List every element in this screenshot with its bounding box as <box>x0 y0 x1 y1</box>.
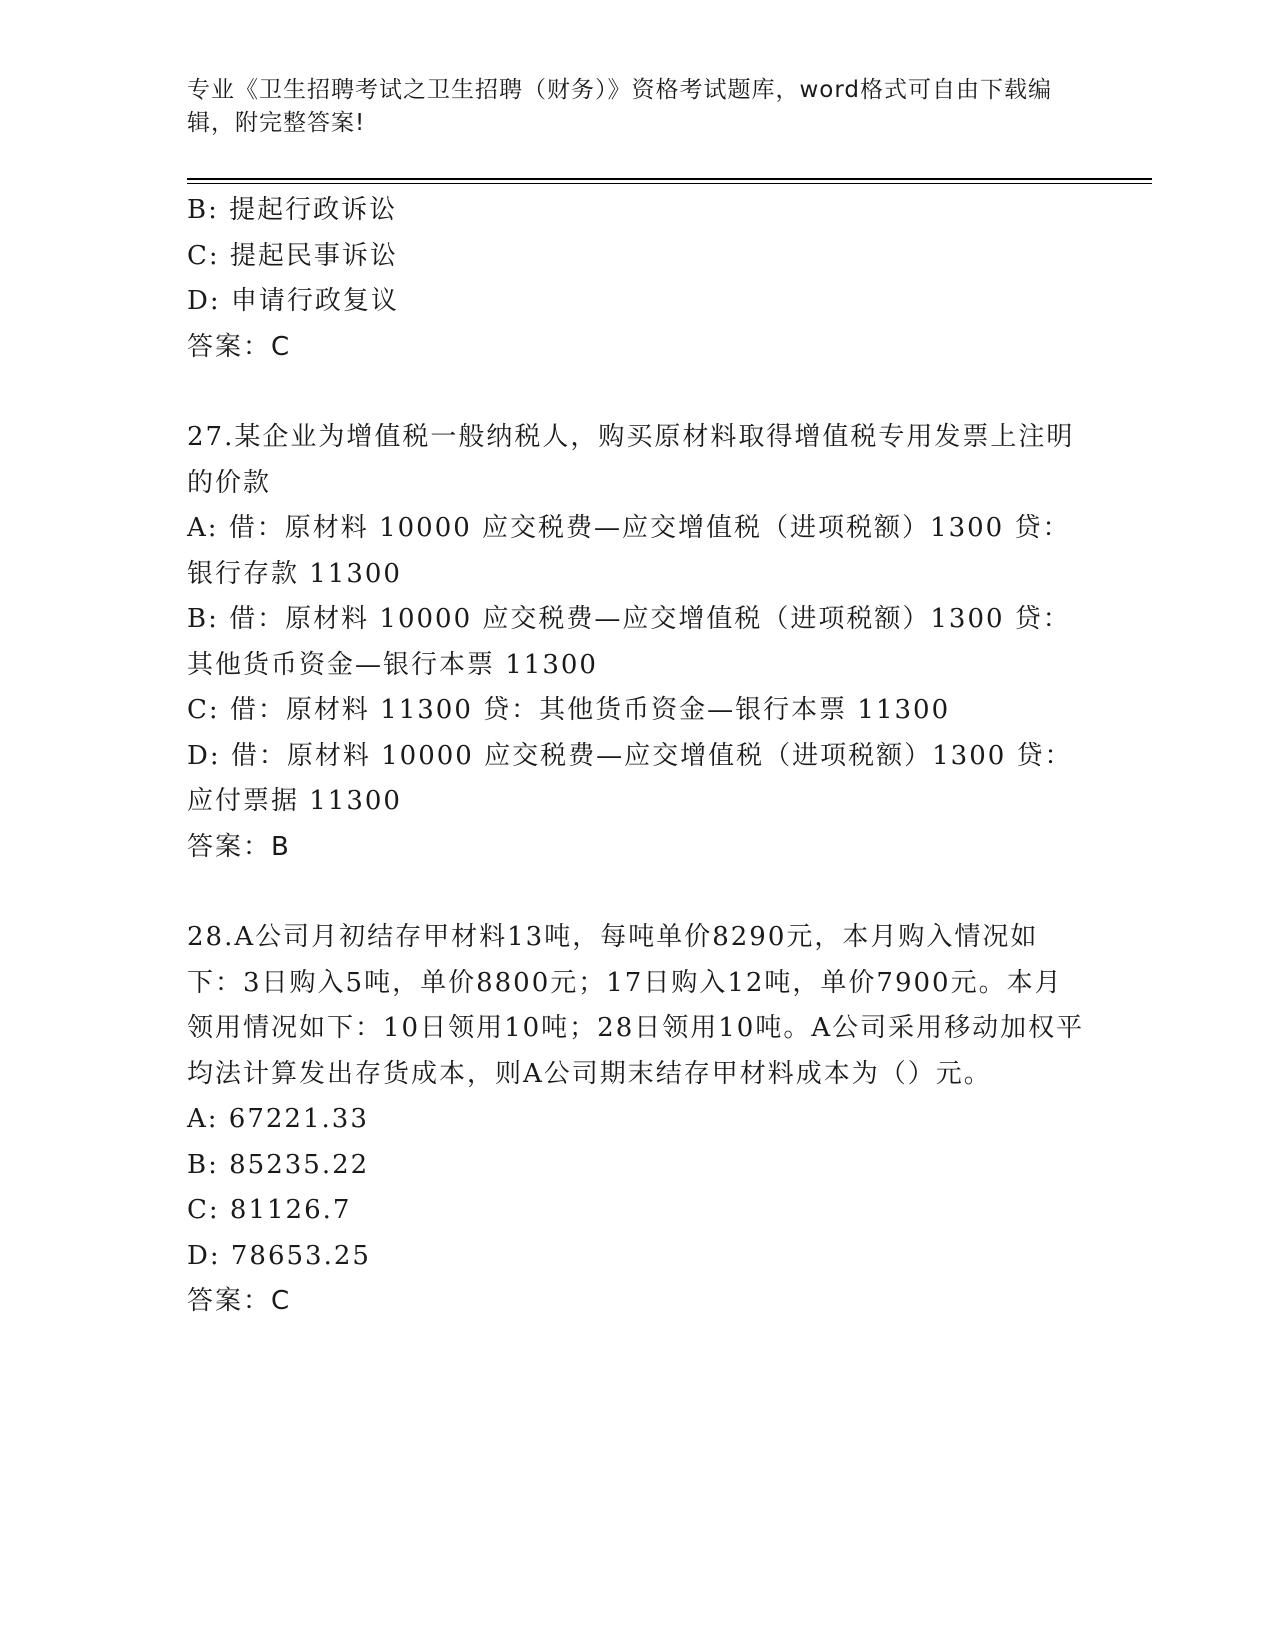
q28-answer: 答案：C <box>187 1286 292 1316</box>
question-content <box>187 188 1087 1325</box>
spacer <box>187 370 1087 415</box>
prev-answer: 答案：C <box>187 331 292 362</box>
document-header: 专业《卫生招聘考试之卫生招聘（财务）》资格考试题库，word格式可自由下载编辑，附完整答案! <box>187 77 1053 136</box>
q27-option-a: A: 借：原材料 10000 应交税费—应交增值税（进项税额）1300 贷：银行存款 11300 <box>187 513 1071 589</box>
q27-answer: 答案：B <box>187 831 291 862</box>
q28-option-a: A: 67221.33 <box>187 1104 369 1134</box>
q27-option-b: B: 借：原材料 10000 应交税费—应交增值税（进项税额）1300 贷：其他货币资金—银行本票 11300 <box>187 604 1071 680</box>
q27-option-c: C: 借：原材料 11300 贷：其他货币资金—银行本票 11300 <box>187 695 951 725</box>
q27-option-d: D: 借：原材料 10000 应交税费—应交增值税（进项税额）1300 贷：应付票据 11300 <box>187 740 1073 816</box>
prev-option-b: B: 提起行政诉讼 <box>187 195 398 225</box>
prev-option-d: D: 申请行政复议 <box>187 286 399 316</box>
spacer <box>187 870 1087 915</box>
q27-stem: 27.某企业为增值税一般纳税人，购买原材料取得增值税专用发票上注明的价款 <box>187 422 1075 498</box>
header-rule-thick <box>187 178 1152 180</box>
q28-option-c: C: 81126.7 <box>187 1195 352 1225</box>
q28-stem: 28.A公司月初结存甲材料13吨，每吨单价8290元，本月购入情况如下：3日购入5吨，单价8800元；17日购入12吨，单价7900元。本月领用情况如下：10日领用10吨；28日领用10吨。A公司采用移动加权平均法计算发出存货成本，则A公司期末结存甲材料成本为（）元。 <box>187 922 1085 1089</box>
q28-option-d: D: 78653.25 <box>187 1240 371 1271</box>
header-rule-thin <box>187 183 1152 184</box>
prev-option-c: C: 提起民事诉讼 <box>187 240 398 271</box>
q28-option-b: B: 85235.22 <box>187 1149 370 1180</box>
